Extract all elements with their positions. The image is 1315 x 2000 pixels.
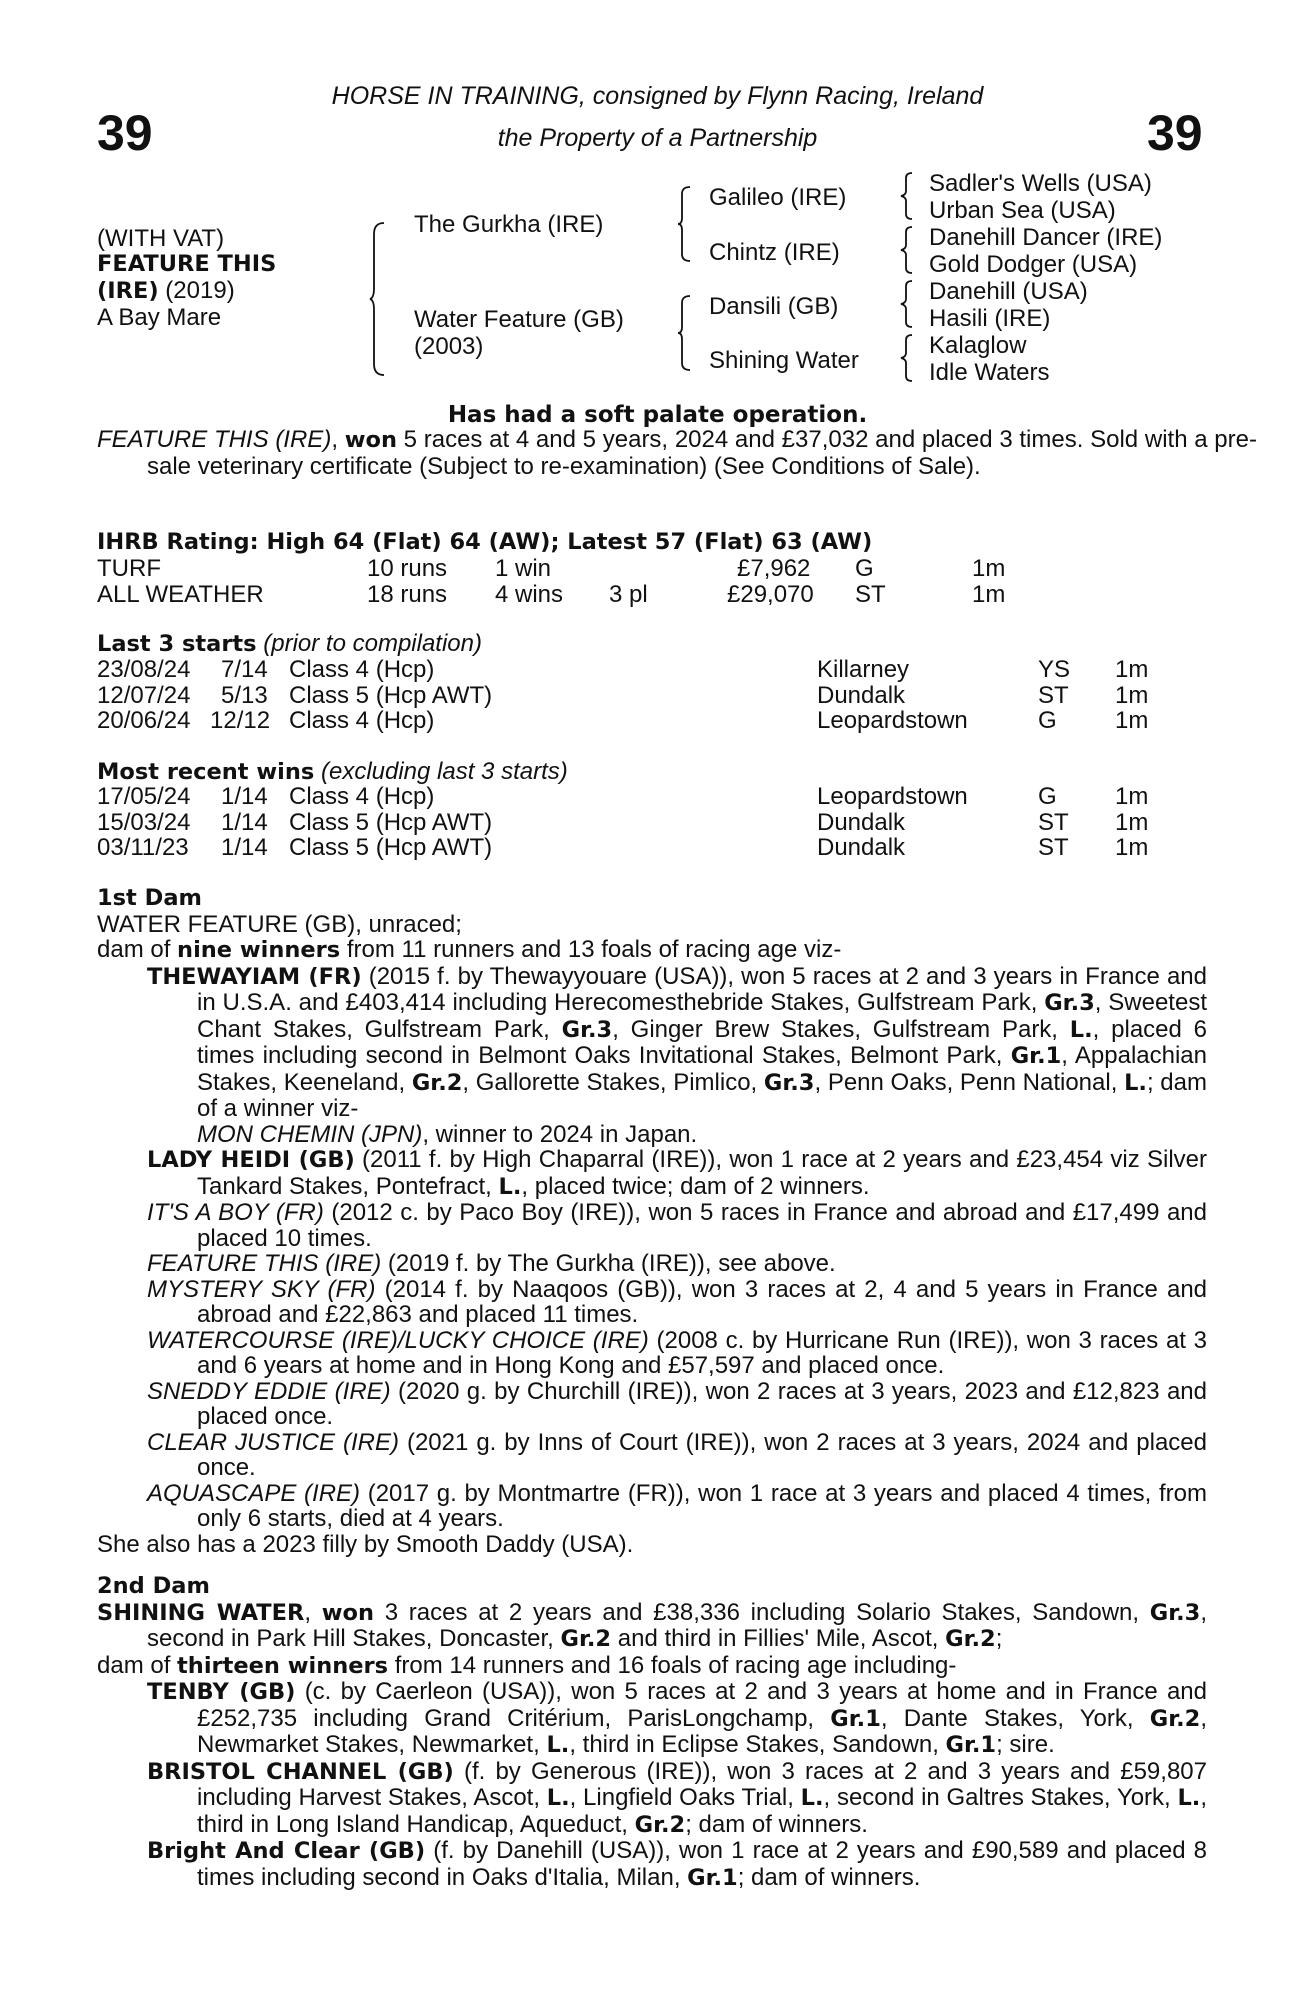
recent-win-row: 15/03/24 1/14 Class 5 (Hcp AWT) Dundalk ST 1m — [97, 808, 1149, 836]
pedigree-ddd: Idle Waters — [929, 359, 1050, 386]
pedigree-bracket-ss — [901, 172, 915, 220]
produce-entry: LADY HEIDI (GB) (2011 f. by High Chaparral (IRE)), won 1 race at 2 years and £23,454 viz Silver Tankard Stakes, Pontefract, L., placed twice; dam of 2 winners. — [147, 1146, 1208, 1200]
pedigree-sss: Sadler's Wells (USA) — [929, 170, 1152, 197]
horse-name-line2: (IRE) (2019) — [97, 277, 235, 304]
second-dam-produce: dam of thirteen winners from 14 runners and 16 foals of racing age including- — [97, 1651, 957, 1679]
produce-entry: THEWAYIAM (FR) (2015 f. by Thewayyouare (USA)), won 5 races at 2 and 3 years in France and in U.S.A. and £403,414 including Herecomesthebride Stakes, Gulfstream Park, Gr.3, Sweetest Chant Stakes, Gulfstream Park, Gr.3, Ginger Brew Stakes, Gulfstream Park, L., placed 6 times including second in Belmont Oaks Invitational Stakes, Belmont Park, Gr.1, Appalachian Stakes, Keeneland, Gr.2, Gallorette Stakes, Pimlico, Gr.3, Penn Oaks, Penn National, L.; dam of a winner viz- MON CHEMIN (JPN), winner to 2024 in Japan. — [147, 962, 1207, 1148]
first-dam-title: 1st Dam — [97, 885, 202, 911]
pedigree-sds: Danehill Dancer (IRE) — [929, 224, 1163, 251]
produce-entry: BRISTOL CHANNEL (GB) (f. by Generous (IRE)), won 3 races at 2 and 3 years and £59,807 including Harvest Stakes, Ascot, L., Lingfield Oaks Trial, L., second in Galtres Stakes, York, L., third in Long Island Handicap, Aqueduct, Gr.2; dam of winners. — [147, 1757, 1207, 1838]
horse-description: A Bay Mare — [97, 304, 222, 331]
last3-row: 23/08/24 7/14 Class 4 (Hcp) Killarney YS 1m — [97, 656, 1149, 683]
first-dam-footer: She also has a 2023 filly by Smooth Daddy (USA). — [97, 1530, 634, 1558]
pedigree-dam: Water Feature (GB) — [414, 306, 624, 333]
produce-entry: CLEAR JUSTICE (IRE) (2021 g. by Inns of Court (IRE)), won 2 races at 3 years, 2024 and placed once. — [147, 1428, 1207, 1481]
last3-row: 12/07/24 5/13 Class 5 (Hcp AWT) Dundalk ST 1m — [97, 681, 1149, 709]
lot-number-right: 39 — [1147, 105, 1203, 161]
first-dam-line: WATER FEATURE (GB), unraced; — [97, 910, 462, 938]
pedigree-sire-sire: Galileo (IRE) — [709, 184, 847, 211]
rating-table — [97, 556, 1197, 607]
recent-win-row: 17/05/24 1/14 Class 4 (Hcp) Leopardstown G 1m — [97, 783, 1149, 810]
lot-number-left: 39 — [97, 105, 153, 161]
produce-entry: TENBY (GB) (c. by Caerleon (USA)), won 5 races at 2 and 3 years at home and in France and £252,735 including Grand Critérium, ParisLongchamp, Gr.1, Dante Stakes, York, Gr.2, Newmarket Stakes, Newmarket, L., third in Eclipse Stakes, Sandown, Gr.1; sire. — [147, 1678, 1208, 1758]
pedigree-ssd: Urban Sea (USA) — [929, 197, 1116, 224]
second-dam-section — [97, 1574, 1207, 1891]
horse-summary: FEATURE THIS (IRE), won 5 races at 4 and 5 years, 2024 and £37,032 and placed 3 times. Sold with a pre-sale veterinary certificate (Subject to re-examination) (See Conditions of Sale). — [97, 426, 1257, 480]
last3-row: 20/06/24 12/12 Class 4 (Hcp) Leopardstown G 1m — [97, 707, 1149, 734]
produce-entry: FEATURE THIS (IRE) (2019 f. by The Gurkha (IRE)), see above. — [147, 1250, 836, 1277]
second-dam-title: 2nd Dam — [97, 1573, 210, 1599]
pedigree-sire-dam: Chintz (IRE) — [709, 239, 840, 266]
pedigree-dsd: Hasili (IRE) — [929, 305, 1051, 332]
pedigree-bracket-dam — [678, 295, 694, 371]
recent-wins-table — [97, 784, 1197, 861]
produce-entry: Bright And Clear (GB) (f. by Danehill (USA)), won 1 race at 2 years and £90,589 and placed 8 times including second in Oaks d'Italia, Milan, Gr.1; dam of winners. — [147, 1837, 1207, 1891]
last3-table — [97, 657, 1197, 734]
pedigree-bracket-dd — [901, 334, 915, 382]
operation-note: Has had a soft palate operation. — [447, 402, 868, 428]
pedigree-dam-year: (2003) — [414, 333, 484, 360]
pedigree-dss: Danehill (USA) — [929, 278, 1088, 305]
consignor-line: HORSE IN TRAINING, consigned by Flynn Racing, Ireland — [331, 82, 984, 110]
rating-row-aw: ALL WEATHER 18 runs 4 wins 3 pl £29,070 ST 1m — [97, 580, 1006, 608]
rating-title: IHRB Rating: High 64 (Flat) 64 (AW); Latest 57 (Flat) 63 (AW) — [97, 529, 873, 555]
vat-label: (WITH VAT) — [97, 225, 225, 252]
produce-entry: SNEDDY EDDIE (IRE) (2020 g. by Churchill (IRE)), won 2 races at 3 years, 2023 and £12,823 and placed once. — [147, 1377, 1207, 1430]
pedigree-bracket-sire — [678, 186, 694, 262]
produce-entry: IT'S A BOY (FR) (2012 c. by Paco Boy (IRE)), won 5 races in France and abroad and £17,499 and placed 10 times. — [147, 1199, 1207, 1252]
produce-entry: WATERCOURSE (IRE)/LUCKY CHOICE (IRE) (2008 c. by Hurricane Run (IRE)), won 3 races at 3 and 6 years at home and in Hong Kong and £57,597 and placed once. — [147, 1326, 1208, 1379]
first-dam-section — [97, 886, 1207, 1557]
rating-row-turf: TURF 10 runs 1 win £7,962 G 1m — [97, 555, 1006, 582]
pedigree-dam-dam: Shining Water — [709, 347, 859, 374]
second-dam-record: SHINING WATER, won 3 races at 2 years and £38,336 including Solario Stakes, Sandown, Gr.3, second in Park Hill Stakes, Doncaster, Gr.2 and third in Fillies' Mile, Ascot, Gr.2; — [97, 1598, 1207, 1652]
pedigree-dam-sire: Dansili (GB) — [709, 293, 839, 320]
last3-title: Last 3 starts (prior to compilation) — [97, 630, 482, 657]
pedigree-bracket-sd — [901, 226, 915, 274]
first-dam-produce: dam of nine winners from 11 runners and 13 foals of racing age viz- — [97, 936, 842, 963]
pedigree-sdd: Gold Dodger (USA) — [929, 251, 1138, 278]
recent-win-row: 03/11/23 1/14 Class 5 (Hcp AWT) Dundalk ST 1m — [97, 834, 1149, 861]
recent-wins-title: Most recent wins (excluding last 3 starts) — [97, 758, 568, 785]
produce-entry: MYSTERY SKY (FR) (2014 f. by Naaqoos (GB)), won 3 races at 2, 4 and 5 years in France and abroad and £22,863 and placed 11 times. — [147, 1275, 1208, 1328]
horse-name: FEATURE THIS — [97, 251, 277, 277]
property-line: the Property of a Partnership — [497, 124, 818, 152]
produce-entry: AQUASCAPE (IRE) (2017 g. by Montmartre (FR)), won 1 race at 3 years and placed 4 times, from only 6 starts, died at 4 years. — [147, 1479, 1208, 1532]
pedigree-bracket-ds — [901, 280, 915, 328]
pedigree-bracket-main — [370, 222, 390, 377]
pedigree-sire: The Gurkha (IRE) — [414, 211, 604, 238]
pedigree-dds: Kalaglow — [929, 332, 1027, 359]
